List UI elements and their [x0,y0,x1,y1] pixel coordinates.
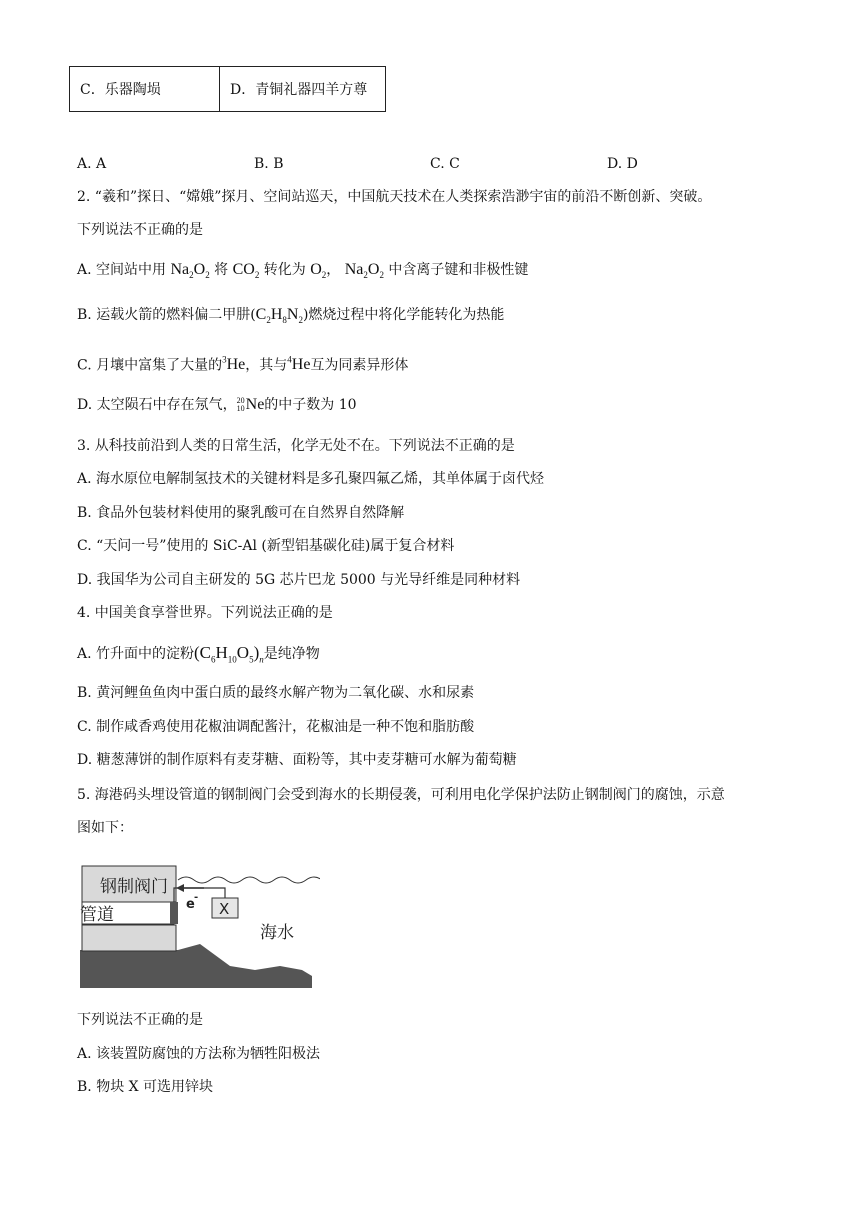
electron-label: e [186,897,195,912]
formula-o2: $O_2$ [310,261,327,281]
formula-na2o2: $Na_2O_2$ [170,261,210,281]
q4-stem: 4. 中国美食享誉世界。下列说法正确的是 [77,605,333,621]
corrosion-protection-diagram [80,858,320,993]
q2-option-d: D. 太空陨石中存在氖气， 20 10 Ne的中子数为 10 [77,396,357,414]
q5-option-b: B. 物块 X 可选用锌块 [77,1079,214,1095]
q5-option-a: A. 该装置防腐蚀的方法称为牺牲阳极法 [77,1046,321,1062]
valve-label: 钢制阀门 [100,877,168,897]
q3-stem: 3. 从科技前沿到人类的日常生活，化学无处不在。下列说法不正确的是 [77,438,515,454]
arrow-head-icon [176,884,184,892]
q3-option-a: A. 海水原位电解制氢技术的关键材料是多孔聚四氟乙烯，其单体属于卤代烃 [77,471,545,487]
formula-3he: $^3$He [222,355,246,374]
q1-option-a: A. A [77,156,107,172]
q2-option-a: A. 空间站中用 $Na_2O_2$ 将 $CO_2$ 转化为 $O_2$， $Na_2O_2$ 中含离子键和非极性键 [77,261,529,281]
q1-table-cell-c: C．乐器陶埙 [70,67,220,112]
q3-option-b: B. 食品外包装材料使用的聚乳酸可在自然界自然降解 [77,505,405,521]
formula-4he: $^4$He [287,355,311,374]
q2-stem-line1: 2. “羲和”探日、“嫦娥”探月、空间站巡天，中国航天技术在人类探索浩渺宇宙的前沿不断创新、突破。 [77,189,712,205]
formula-na2o2: $Na_2O_2$ [344,261,384,281]
q4-option-d: D. 糖葱薄饼的制作原料有麦芽糖、面粉等，其中麦芽糖可水解为葡萄糖 [77,752,517,768]
pipe-base-block [82,925,176,951]
formula-c2h8n2: $C_2H_8N_2$ [255,306,303,326]
q1-options-table [69,66,386,112]
pipe-label: 管道 [80,905,114,925]
q5-stem-line1: 5. 海港码头埋设管道的钢制阀门会受到海水的长期侵袭，可利用电化学保护法防止钢制阀门的腐蚀，示意 [77,787,725,803]
q5-question: 下列说法不正确的是 [77,1012,203,1028]
q1-option-d: D. D [607,156,638,172]
q2-stem-line2: 下列说法不正确的是 [77,222,203,238]
q3-option-d: D. 我国华为公司自主研发的 5G 芯片巴龙 5000 与光导纤维是同种材料 [77,572,521,588]
valve-connector [170,902,178,924]
q1-option-c: C. C [430,156,460,172]
q1-option-b: B. B [254,156,284,172]
electron-charge-label: - [194,892,199,903]
block-x-label: X [219,900,230,918]
q4-option-a: A. 竹升面中的淀粉$(C_6H_{10}O_5)_n$是纯净物 [77,643,320,665]
sea-label: 海水 [260,923,294,943]
formula-co2: $CO_2$ [232,261,260,281]
q1-table-cell-d: D．青铜礼器四羊方尊 [220,67,386,112]
q2-option-b: B. 运载火箭的燃料偏二甲肼$(C_2H_8N_2)$燃烧过程中将化学能转化为热能 [77,306,505,326]
formula-starch: $(C_6H_{10}O_5)_n$ [194,643,264,665]
q4-option-b: B. 黄河鲤鱼鱼肉中蛋白质的最终水解产物为二氧化碳、水和尿素 [77,685,475,701]
q3-option-c: C. “天问一号”使用的 SiC-Al (新型铝基碳化硅)属于复合材料 [77,538,455,554]
q4-option-c: C. 制作咸香鸡使用花椒油调配酱汁，花椒油是一种不饱和脂肪酸 [77,719,475,735]
q5-stem-line2: 图如下： [77,820,133,836]
formula-20-10-ne: 20 10 Ne [236,396,265,414]
sea-surface-wave [178,877,320,883]
q2-option-c: C. 月壤中富集了大量的$^3$He，其与$^4$He互为同素异形体 [77,355,409,374]
